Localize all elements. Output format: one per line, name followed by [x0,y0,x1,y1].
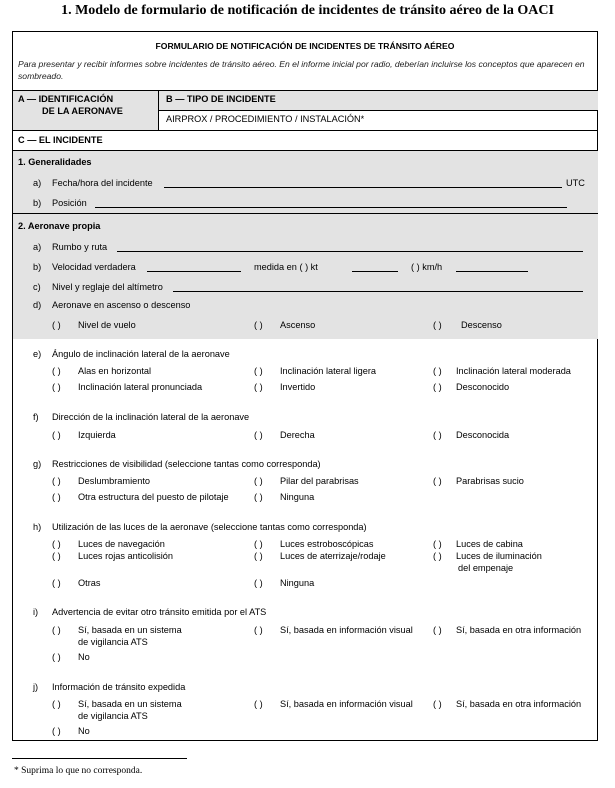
option-info-no: No [78,726,90,736]
subsection-aeronave-propia: 2. Aeronave propia [18,221,101,231]
item-marker: b) [33,262,42,272]
option-advice-surveillance: Sí, basada en un sistema [78,625,182,635]
option-info-other: Sí, basada en otra información [456,699,582,709]
climb-descent-label: Aeronave en ascenso o descenso [52,300,191,310]
option-other-lights: Otras [78,578,101,588]
option-climb: Ascenso [280,320,316,330]
option-tail-lights-line2: del empenaje [458,563,514,573]
item-marker: a) [33,178,42,188]
true-airspeed-field[interactable] [147,271,241,272]
option-landing-lights: Luces de aterrizaje/rodaje [280,551,386,561]
checkbox-info-other[interactable]: ( ) [433,699,442,709]
checkbox-no-lights[interactable]: ( ) [254,578,263,588]
option-info-visual: Sí, basada en información visual [280,699,413,709]
option-anticollision-lights: Luces rojas anticolisión [78,551,173,561]
page-title: 1. Modelo de formulario de notificación de incidentes de tránsito aéreo de la OACI [61,3,554,18]
item-marker: b) [33,198,42,208]
option-cabin-lights: Luces de cabina [456,539,523,549]
item-marker: j) [33,682,39,692]
option-nav-lights: Luces de navegación [78,539,165,549]
true-airspeed-label: Velocidad verdadera [52,262,136,272]
option-inverted: Invertido [280,382,316,392]
option-flight-level: Nivel de vuelo [78,320,136,330]
position-label: Posición [52,198,87,208]
option-info-surveillance: Sí, basada en un sistema [78,699,182,709]
traffic-info-title: Información de tránsito expedida [52,682,186,692]
checkbox-advice-visual[interactable]: ( ) [254,625,263,635]
option-moderate-bank: Inclinación lateral moderada [456,366,571,376]
kt-field[interactable] [352,271,398,272]
option-cockpit-structure: Otra estructura del puesto de pilotaje [78,492,229,502]
item-marker: h) [33,522,42,532]
option-unknown-direction: Desconocida [456,430,510,440]
option-advice-no: No [78,652,90,662]
checkbox-strobe-lights[interactable]: ( ) [254,539,263,549]
checkbox-flight-level[interactable]: ( ) [52,320,61,330]
checkbox-advice-no[interactable]: ( ) [52,652,61,662]
checkbox-descent[interactable]: ( ) [433,320,442,330]
option-advice-surveillance-line2: de vigilancia ATS [78,637,148,647]
option-dirty-windscreen: Parabrisas sucio [456,476,524,486]
bank-direction-title: Dirección de la inclinación lateral de la aeronave [52,412,250,422]
option-left: Izquierda [78,430,116,440]
position-field[interactable] [95,207,567,208]
checkbox-moderate-bank[interactable]: ( ) [433,366,442,376]
checkbox-info-surveillance[interactable]: ( ) [52,699,61,709]
item-marker: c) [33,282,41,292]
checkbox-none-visibility[interactable]: ( ) [254,492,263,502]
checkbox-cockpit-structure[interactable]: ( ) [52,492,61,502]
option-advice-other: Sí, basada en otra información [456,625,582,635]
checkbox-tail-lights[interactable]: ( ) [433,551,442,561]
heading-route-field[interactable] [117,251,583,252]
checkbox-left[interactable]: ( ) [52,430,61,440]
utc-label: UTC [566,178,585,188]
incident-type-field[interactable]: AIRPROX / PROCEDIMIENTO / INSTALACIÓN* [166,114,365,124]
checkbox-info-no[interactable]: ( ) [52,726,61,736]
avoidance-advice-title: Advertencia de evitar otro tránsito emitida por el ATS [52,607,267,617]
aircraft-lights-title: Utilización de las luces de la aeronave (seleccione tantas como corresponda) [52,522,367,532]
option-slight-bank: Inclinación lateral ligera [280,366,377,376]
section-a-title-line2: DE LA AERONAVE [42,106,123,116]
form-title: FORMULARIO DE NOTIFICACIÓN DE INCIDENTES DE TRÁNSITO AÉREO [155,41,455,51]
measured-in-kt-label: medida en ( ) kt [254,262,318,272]
checkbox-other-lights[interactable]: ( ) [52,578,61,588]
option-no-lights: Ninguna [280,578,315,588]
item-marker: e) [33,349,42,359]
checkbox-glare[interactable]: ( ) [52,476,61,486]
checkbox-dirty-windscreen[interactable]: ( ) [433,476,442,486]
form-intro-line2: sombreado. [18,71,64,81]
form-intro-line1: Para presentar y recibir informes sobre incidentes de tránsito aéreo. En el informe inicial por radio, deberían incluirse los conceptos que aparecen en [18,59,585,69]
footnote-divider [12,758,187,759]
checkbox-steep-bank[interactable]: ( ) [52,382,61,392]
item-marker: f) [33,412,39,422]
level-altimeter-label: Nivel y reglaje del altímetro [52,282,163,292]
incident-report-form [12,31,598,741]
kmh-label: ( ) km/h [411,262,443,272]
option-descent: Descenso [461,320,502,330]
option-wings-level: Alas en horizontal [78,366,152,376]
checkbox-cabin-lights[interactable]: ( ) [433,539,442,549]
checkbox-right[interactable]: ( ) [254,430,263,440]
option-none-visibility: Ninguna [280,492,315,502]
heading-route-label: Rumbo y ruta [52,242,108,252]
checkbox-info-visual[interactable]: ( ) [254,699,263,709]
checkbox-unknown-bank[interactable]: ( ) [433,382,442,392]
item-marker: i) [33,607,39,617]
option-steep-bank: Inclinación lateral pronunciada [78,382,203,392]
section-a-title: A — IDENTIFICACIÓN [18,94,114,104]
section-c-title: C — EL INCIDENTE [18,135,103,145]
visibility-restrictions-title: Restricciones de visibilidad (seleccione tantas como corresponda) [52,459,321,469]
option-strobe-lights: Luces estroboscópicas [280,539,374,549]
checkbox-inverted[interactable]: ( ) [254,382,263,392]
option-right: Derecha [280,430,315,440]
option-advice-visual: Sí, basada en información visual [280,625,413,635]
checkbox-nav-lights[interactable]: ( ) [52,539,61,549]
checkbox-slight-bank[interactable]: ( ) [254,366,263,376]
item-marker: a) [33,242,42,252]
incident-datetime-field[interactable] [164,187,562,188]
checkbox-unknown-direction[interactable]: ( ) [433,430,442,440]
item-marker: d) [33,300,42,310]
checkbox-advice-surveillance[interactable]: ( ) [52,625,61,635]
checkbox-landing-lights[interactable]: ( ) [254,551,263,561]
bank-angle-title: Ángulo de inclinación lateral de la aeronave [52,349,230,359]
checkbox-wings-level[interactable]: ( ) [52,366,61,376]
section-b-title: B — TIPO DE INCIDENTE [166,94,276,104]
kmh-field[interactable] [456,271,528,272]
checkbox-advice-other[interactable]: ( ) [433,625,442,635]
level-altimeter-field[interactable] [173,291,583,292]
item-marker: g) [33,459,42,469]
incident-datetime-label: Fecha/hora del incidente [52,178,153,188]
option-info-surveillance-line2: de vigilancia ATS [78,711,148,721]
subsection-generalidades: 1. Generalidades [18,157,92,167]
checkbox-windscreen-pillar[interactable]: ( ) [254,476,263,486]
option-unknown-bank: Desconocido [456,382,510,392]
option-glare: Deslumbramiento [78,476,150,486]
checkbox-anticollision-lights[interactable]: ( ) [52,551,61,561]
checkbox-climb[interactable]: ( ) [254,320,263,330]
footnote: * Suprima lo que no corresponda. [14,766,143,776]
option-tail-lights: Luces de iluminación [456,551,542,561]
option-windscreen-pillar: Pilar del parabrisas [280,476,359,486]
